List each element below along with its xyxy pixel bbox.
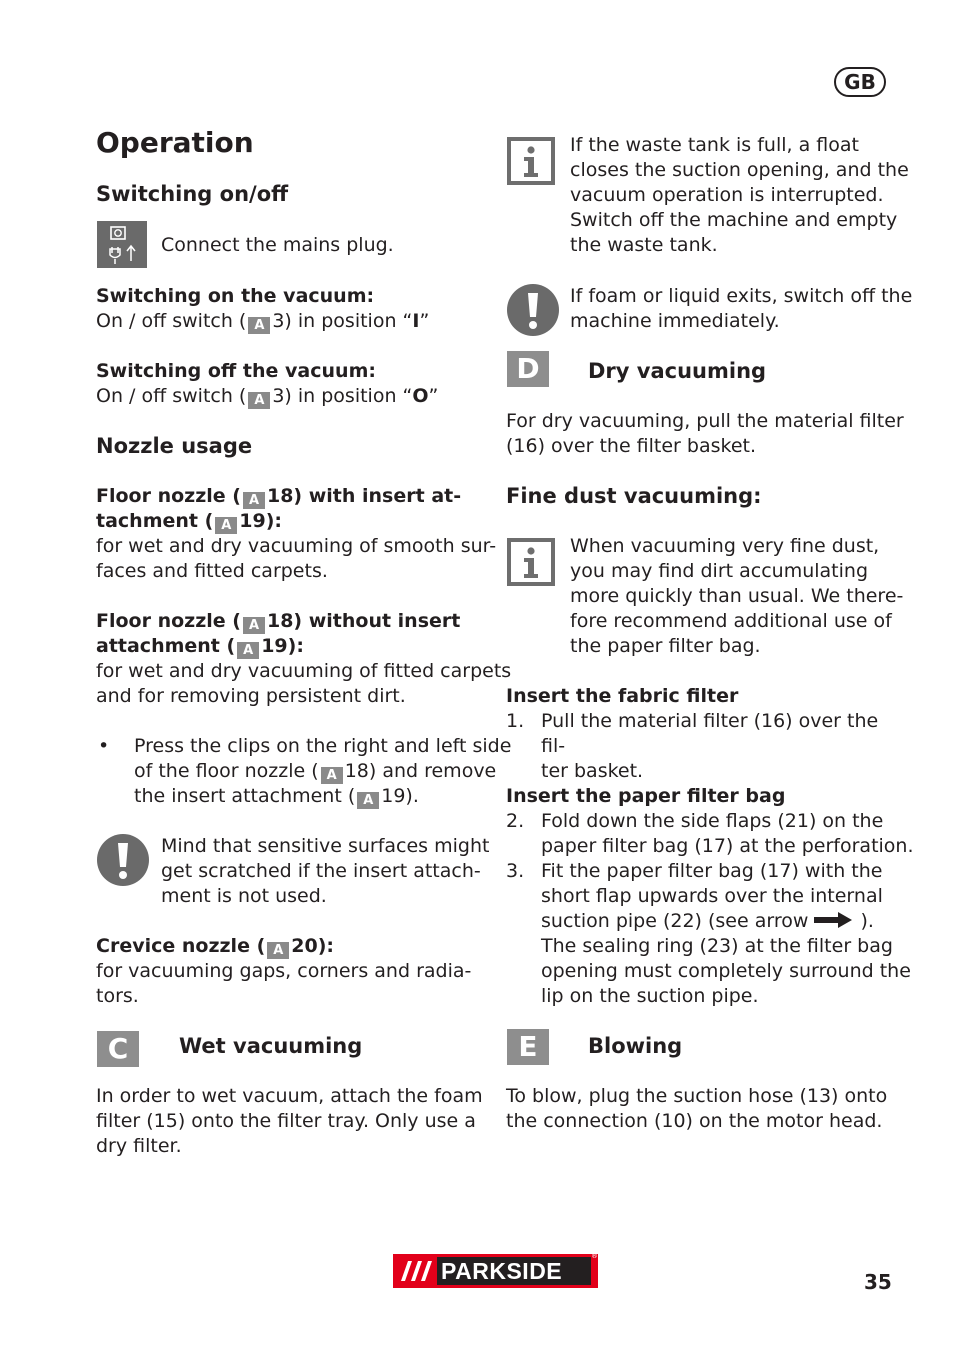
figure-ref-badge: A: [237, 642, 259, 659]
nozzle-heading: Nozzle usage: [96, 434, 253, 458]
brand-name: PARKSIDE: [441, 1258, 563, 1284]
figure-ref-badge: A: [248, 317, 270, 334]
bullet-item: • Press the clips on the right and left side of the floor nozzle ( A 18) and remove the insert attachment ( A 19).: [98, 735, 512, 808]
section-d-badge: D: [507, 351, 549, 387]
warning-icon: [97, 834, 149, 886]
bullet-mark: •: [98, 735, 110, 757]
figure-ref-badge: A: [215, 517, 237, 534]
info-text-fine-dust: When vacuuming very fine dust, you may find dirt accumulating more quickly than usual. We there- fore recommend additional use of the paper filter bag.: [570, 535, 904, 657]
figure-ref-badge: A: [243, 617, 265, 634]
step-2: 2. Fold down the side flaps (21) on the paper filter bag (17) at the perforation.: [506, 810, 914, 857]
figure-ref-badge: A: [248, 392, 270, 409]
figure-ref-badge: A: [357, 792, 379, 809]
floor-nozzle-noinsert-heading: Floor nozzle ( A 18) without insert attachment ( A 19):: [96, 610, 461, 658]
section-c-badge: C: [97, 1031, 139, 1067]
language-badge: GB: [834, 67, 886, 97]
figure-ref-badge: A: [243, 492, 265, 509]
switch-on-text: On / off switch ( A 3) in position “I”: [96, 310, 430, 333]
floor-nozzle-insert-text: for wet and dry vacuuming of smooth sur- faces and fitted carpets.: [96, 535, 497, 582]
fine-dust-heading: Fine dust vacuuming:: [506, 484, 762, 508]
blowing-text: To blow, plug the suction hose (13) onto the connection (10) on the motor head.: [506, 1085, 888, 1132]
warning-text: Mind that sensitive surfaces might get scratched if the insert attach- ment is not used.: [161, 835, 490, 907]
dry-vacuuming-heading: Dry vacuuming: [588, 359, 767, 383]
paper-filter-heading: Insert the paper filter bag: [506, 785, 786, 807]
page-number: 35: [864, 1270, 892, 1294]
info-icon: [507, 538, 555, 586]
wet-vacuuming-text: In order to wet vacuum, attach the foam filter (15) onto the filter tray. Only use a dry filter.: [96, 1085, 483, 1157]
registered-mark: ®: [591, 1252, 598, 1260]
arrow-icon: [814, 912, 854, 928]
section-e-badge: E: [507, 1029, 549, 1065]
crevice-nozzle-text: for vacuuming gaps, corners and radia- tors.: [96, 960, 472, 1007]
figure-ref-badge: A: [267, 942, 289, 959]
switching-heading: Switching on/off: [96, 182, 289, 206]
floor-nozzle-insert-heading: Floor nozzle ( A 18) with insert at- tachment ( A 19):: [96, 485, 462, 533]
page-title: Operation: [96, 126, 254, 159]
plug-icon: [97, 221, 147, 268]
plug-instruction: Connect the mains plug.: [161, 234, 394, 256]
step-3: 3. Fit the paper filter bag (17) with the short flap upwards over the internal suction pipe (22) (see arrow ). The sealing ring (23) at the filter bag opening must completely surround the lip on the suction pipe.: [506, 860, 911, 1007]
warning-icon: [507, 284, 559, 336]
blowing-heading: Blowing: [588, 1034, 683, 1058]
warning-text-foam: If foam or liquid exits, switch off the machine immediately.: [570, 285, 913, 332]
wet-vacuuming-heading: Wet vacuuming: [179, 1034, 363, 1058]
info-text-tank-full: If the waste tank is full, a float closes the suction opening, and the vacuum operation is interrupted. Switch off the machine and empty the waste tank.: [570, 134, 909, 256]
fabric-filter-heading: Insert the fabric filter: [506, 685, 739, 707]
floor-nozzle-noinsert-text: for wet and dry vacuuming of fitted carpets and for removing persistent dirt.: [96, 660, 512, 707]
switch-on-heading: Switching on the vacuum:: [96, 285, 375, 307]
switch-off-heading: Switching off the vacuum:: [96, 360, 376, 382]
step-1: 1. Pull the material filter (16) over the fil- ter basket.: [506, 710, 879, 782]
figure-ref-badge: A: [321, 767, 343, 784]
info-icon: [507, 137, 555, 185]
crevice-nozzle-heading: Crevice nozzle ( A 20):: [96, 935, 334, 958]
switch-off-text: On / off switch ( A 3) in position “O”: [96, 385, 439, 408]
parkside-logo: [393, 1254, 598, 1288]
dry-vacuuming-text: For dry vacuuming, pull the material filter (16) over the filter basket.: [506, 410, 904, 457]
